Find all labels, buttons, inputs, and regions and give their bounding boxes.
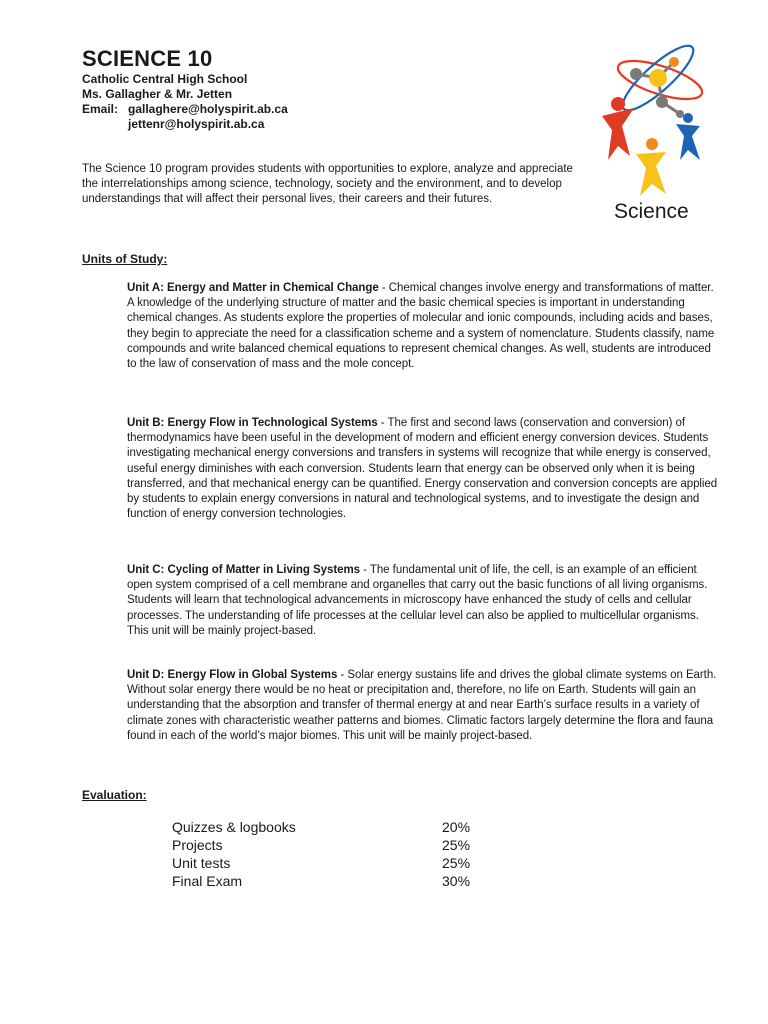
unit-c-paragraph <box>127 563 723 639</box>
unit-c-title: Unit C: Cycling of Matter in Living Systems <box>127 564 360 576</box>
evaluation-row <box>172 872 502 890</box>
evaluation-heading: Evaluation: <box>82 788 147 802</box>
page-title: SCIENCE 10 <box>82 46 213 71</box>
email-line-1 <box>82 102 288 117</box>
evaluation-row <box>172 818 502 836</box>
evaluation-percent: 25% <box>442 837 471 853</box>
evaluation-percent: 30% <box>442 873 471 889</box>
intro-paragraph: The Science 10 program provides students with opportunities to explore, analyze and appreciate the interrelationships among science, technology, society and the environment, and to develop understandings that will affect their personal lives, their careers and their futures. <box>82 163 573 205</box>
unit-d-paragraph <box>127 668 723 744</box>
email-label: Email: <box>82 102 119 116</box>
evaluation-label: Final Exam <box>172 873 243 889</box>
unit-b-paragraph <box>127 416 723 522</box>
email-address-1[interactable]: gallaghere@holyspirit.ab.ca <box>128 102 288 116</box>
evaluation-row <box>172 836 502 854</box>
evaluation-label: Unit tests <box>172 855 231 871</box>
unit-b-title: Unit B: Energy Flow in Technological Systems <box>127 417 378 429</box>
unit-a-title: Unit A: Energy and Matter in Chemical Change <box>127 282 379 294</box>
school-name: Catholic Central High School <box>82 72 248 86</box>
evaluation-label: Projects <box>172 837 223 853</box>
unit-d-body: - Solar energy sustains life and drives the global climate systems on Earth. Without solar energy there would be no heat or precipitation and, therefore, no life on Earth. Students will gain an understanding that the absorption and transfer of thermal energy at and near Earth’s surface results in a variety of climate zones with characteristic weather patterns and biomes. Climatic factors largely determine the flora and fauna found in each of the world’s major biomes. This unit will be mainly project-based. <box>127 669 717 742</box>
evaluation-label: Quizzes & logbooks <box>172 819 296 835</box>
email-address-2[interactable]: jettenr@holyspirit.ab.ca <box>128 117 265 131</box>
evaluation-table <box>172 818 502 890</box>
unit-c-body: - The fundamental unit of life, the cell, is an example of an efficient open system comprised of a cell membrane and organelles that carry out the basic functions of all living organisms. Students will learn that technological advancements in microscopy have enhanced the study of cells and cellular processes. The understanding of life processes at the cellular level can also be applied to multicellular organisms. This unit will be mainly project-based. <box>127 564 708 637</box>
evaluation-percent: 25% <box>442 855 471 871</box>
logo-caption: Science <box>614 200 689 223</box>
unit-d-title: Unit D: Energy Flow in Global Systems <box>127 669 338 681</box>
email-line-2 <box>82 117 264 132</box>
teacher-names: Ms. Gallagher & Mr. Jetten <box>82 87 233 101</box>
units-heading: Units of Study: <box>82 252 168 266</box>
evaluation-percent: 20% <box>442 819 471 835</box>
unit-b-body: - The first and second laws (conservation and conversion) of thermodynamics have been useful in the development of modern and efficient energy conversion devices. Students investigating mechanical energy conversions and transfers in systems will recognize that while energy is conserved, useful energy diminishes with each conversion. Students learn that energy can be observed only when it is being transferred, and that mechanical energy can be quantified. Energy conservation and conversion concepts are applied by students to explain energy conversions in natural and technological systems, and to investigate the design and function of energy conversion technologies. <box>127 417 718 521</box>
evaluation-row <box>172 854 502 872</box>
unit-a-paragraph <box>127 281 723 372</box>
unit-a-body: - Chemical changes involve energy and transformations of matter. A knowledge of the underlying structure of matter and the basic chemical species is important in understanding chemical changes. As students explore the properties of molecular and ionic compounds, including acids and bases, they begin to appreciate the need for a classification scheme and a system of nomenclature. Students classify, name compounds and write balanced chemical equations to represent chemical changes. As well, students are introduced to the law of conservation of mass and the mole concept. <box>127 282 715 371</box>
